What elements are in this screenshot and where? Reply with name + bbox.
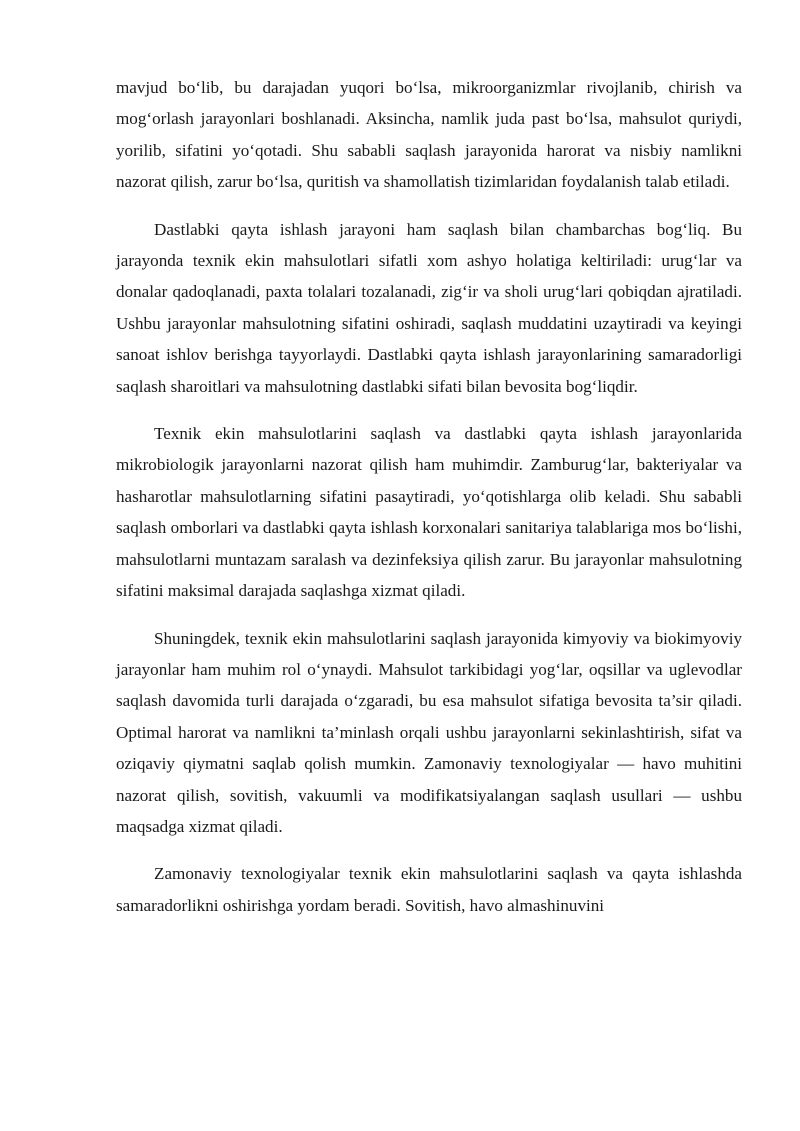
document-body	[116, 72, 742, 937]
paragraph-continuation: mavjud bo‘lib, bu darajadan yuqori bo‘lsa, mikroorganizmlar rivojlanib, chirish va mog‘orlash jarayonlari boshlanadi. Aksincha, namlik juda past bo‘lsa, mahsulot quriydi, yorilib, sifatini yo‘qotadi. Shu sababli saqlash jarayonida harorat va nisbiy namlikni nazorat qilish, zarur bo‘lsa, quritish va shamollatish tizimlaridan foydalanish talab etiladi.	[116, 78, 742, 192]
paragraph-biochemical-processes: Shuningdek, texnik ekin mahsulotlarini saqlash jarayonida kimyoviy va biokimyoviy jarayonlar ham muhim rol o‘ynaydi. Mahsulot tarkibidagi yog‘lar, oqsillar va uglevodlar saqlash davomida turli darajada o‘zgaradi, bu esa mahsulot sifatiga bevosita ta’sir qiladi. Optimal harorat va namlikni ta’minlash orqali ushbu jarayonlarni sekinlashtirish, sifat va oziqaviy qiymatni saqlab qolish mumkin. Zamonaviy texnologiyalar — havo muhitini nazorat qilish, sovitish, vakuumli va modifikatsiyalangan saqlash usullari — ushbu maqsadga xizmat qiladi.	[116, 628, 742, 836]
paragraph-microbiological-control: Texnik ekin mahsulotlarini saqlash va dastlabki qayta ishlash jarayonlarida mikrobiologik jarayonlarni nazorat qilish ham muhimdir. Zamburug‘lar, bakteriyalar va hasharotlar mahsulotlarning sifatini pasaytiradi, yo‘qotishlarga olib keladi. Shu sababli saqlash omborlari va dastlabki qayta ishlash korxonalari sanitariya talablariga mos bo‘lishi, mahsulotlarni muntazam saralash va dezinfeksiya qilish zarur. Bu jarayonlar mahsulotning sifatini maksimal darajada saqlashga xizmat qiladi.	[116, 424, 742, 601]
paragraph-primary-processing: Dastlabki qayta ishlash jarayoni ham saqlash bilan chambarchas bog‘liq. Bu jarayonda texnik ekin mahsulotlari sifatli xom ashyo holatiga keltiriladi: urug‘lar va donalar qadoqlanadi, paxta tolalari tozalanadi, zig‘ir va sholi urug‘lari qobiqdan ajratiladi. Ushbu jarayonlar mahsulotning sifatini oshiradi, saqlash muddatini uzaytiradi va keyingi sanoat ishlov berishga tayyorlaydi. Dastlabki qayta ishlash jarayonlarining samaradorligi saqlash sharoitlari va mahsulotning dastlabki sifati bilan bevosita bog‘liqdir.	[116, 219, 742, 396]
paragraph-modern-technologies: Zamonaviy texnologiyalar texnik ekin mahsulotlarini saqlash va qayta ishlashda samaradorlikni oshirishga yordam beradi. Sovitish, havo almashinuvini	[116, 864, 742, 915]
